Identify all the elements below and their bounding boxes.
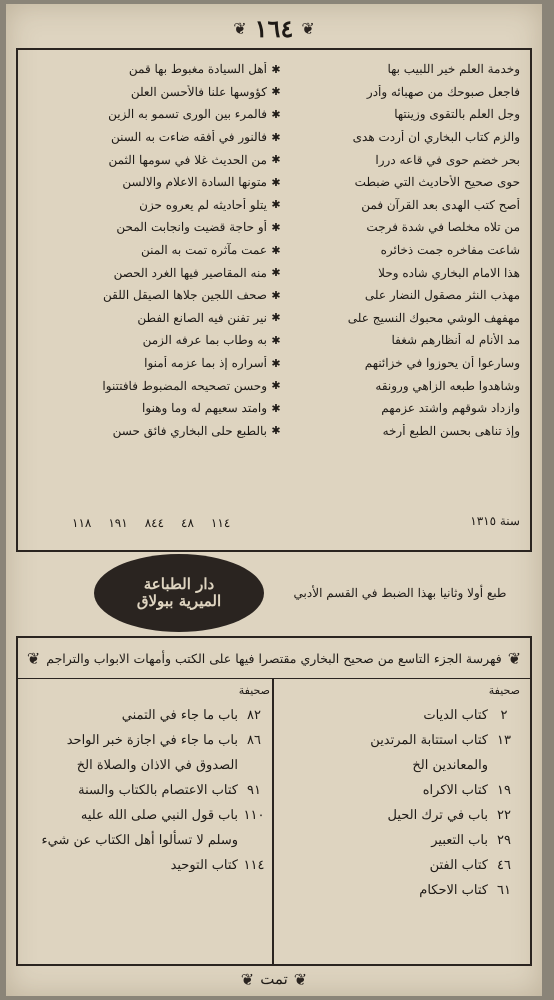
index-entry	[280, 728, 520, 753]
verse-row	[26, 261, 520, 284]
page-footer	[6, 966, 542, 992]
verse-second-hemistich: منه المقاصير فيها الغرد الحصن	[113, 265, 267, 280]
verse-second-hemistich: أهل السيادة مغبوط بها قمن	[128, 62, 267, 77]
index-entry	[280, 878, 520, 903]
star-separator-icon: ✱	[271, 130, 281, 144]
index-entry-title: كتاب الاكراه	[422, 783, 488, 798]
verse-first-hemistich: مهفهف الوشي محبوك النسيج على	[347, 310, 520, 325]
column-header: صحيفة	[488, 684, 520, 697]
index-entry	[280, 703, 520, 728]
index-entry-page: ٨٦	[247, 733, 261, 748]
verse-first-hemistich: وخدمة العلم خير اللبيب بها	[387, 62, 520, 77]
verse-first-hemistich: هذا الامام البخاري شاده وحلا	[378, 265, 520, 280]
column-header: صحيفة	[238, 684, 270, 697]
index-entry-page: ٩١	[247, 783, 261, 798]
star-separator-icon: ✱	[271, 401, 281, 415]
index-entry	[280, 778, 520, 803]
index-entry-title: كتاب استتابة المرتدين	[370, 733, 488, 748]
star-separator-icon: ✱	[271, 424, 281, 438]
verse-first-hemistich: وإذ تناهى بحسن الطبع أرخه	[382, 423, 520, 438]
verse-first-hemistich: شاعت مفاخره جمت ذخائره	[380, 243, 520, 258]
verse-row	[26, 420, 520, 443]
index-frame	[16, 636, 532, 966]
verse-row	[26, 397, 520, 420]
verse-second-hemistich: فالنور في أفقه ضاءت به السنن	[110, 130, 267, 145]
index-title	[18, 638, 530, 679]
verse-row	[26, 307, 520, 330]
verse-row	[26, 329, 520, 352]
index-title-text: فهرسة الجزء التاسع من صحيح البخاري مقتصرا فيها على الكتب وأمهات الابواب والتراجم	[46, 650, 502, 666]
verse-row	[26, 194, 520, 217]
verse-second-hemistich: أسراره إذ بما عزمه أمنوا	[144, 356, 267, 371]
index-entry-title: باب ما جاء في التمني	[121, 708, 238, 723]
verse-first-hemistich: وجل العلم بالتقوى وزينتها	[394, 107, 520, 122]
ornament-icon: ❦	[233, 18, 247, 38]
verse-first-hemistich: أصح كتب الهدى بعد القرآن فمن	[361, 197, 520, 212]
ornament-icon: ❦	[293, 969, 308, 989]
page-header	[6, 10, 542, 46]
verse-row	[26, 374, 520, 397]
chronogram-number: ١١٤	[210, 516, 231, 530]
index-entry-page: ١٩	[497, 783, 511, 798]
footer-text: تمت	[260, 970, 288, 988]
star-separator-icon: ✱	[271, 379, 281, 393]
verse-second-hemistich: وحسن تصحيحه المضبوط فافتتنوا	[102, 378, 267, 393]
star-separator-icon: ✱	[271, 62, 281, 76]
index-entry-title: كتاب الاعتصام بالكتاب والسنة	[78, 783, 238, 798]
index-entry-continuation: والمعاندين الخ	[412, 758, 488, 773]
verse-first-hemistich: وازداد شوقهم واشتد عزمهم	[381, 401, 520, 416]
ornament-icon: ❦	[301, 18, 315, 38]
verse-second-hemistich: بالطبع حلى البخاري فائق حسن	[112, 423, 267, 438]
star-separator-icon: ✱	[271, 311, 281, 325]
index-entry	[280, 803, 520, 828]
star-separator-icon: ✱	[271, 243, 281, 257]
verse-row	[26, 239, 520, 262]
star-separator-icon: ✱	[271, 175, 281, 189]
verse-row	[26, 148, 520, 171]
chronogram-numbers	[72, 516, 230, 530]
verse-second-hemistich: وامتد سعيهم له وما وهنوا	[142, 401, 267, 416]
index-entry-page: ١١٤	[243, 858, 265, 873]
ornament-icon: ❦	[507, 648, 522, 668]
chronogram-number: ١١٨	[72, 516, 92, 530]
verse-first-hemistich: من تلاه مخلصا في شدة فرجت	[366, 220, 520, 235]
verse-second-hemistich: عمت مآثره تمت به المنن	[141, 243, 267, 258]
star-separator-icon: ✱	[271, 266, 281, 280]
verse-first-hemistich: مهذب النثر مصقول النضار على	[364, 288, 520, 303]
index-entry-title: باب التعبير	[431, 833, 488, 848]
index-entry	[30, 728, 270, 753]
verse-first-hemistich: وسارعوا أن يحوزوا في خزائنهم	[364, 356, 520, 371]
verse-row	[26, 216, 520, 239]
index-entry-continuation: وسلم لا تسألوا أهل الكتاب عن شيء	[41, 833, 238, 848]
verse-first-hemistich: مد الأنام له أنظارهم شغفا	[391, 333, 520, 348]
verse-second-hemistich: يتلو أحاديثه لم يعروه حزن	[139, 197, 267, 212]
star-separator-icon: ✱	[271, 356, 281, 370]
index-entry-page: ٦١	[497, 883, 511, 898]
index-entry-page: ٨٢	[247, 708, 261, 723]
page-number: ١٦٤	[254, 13, 294, 43]
index-entry	[30, 853, 270, 878]
ornament-icon: ❦	[240, 969, 255, 989]
verse-first-hemistich: بحر خضم حوى في قاعه دررا	[375, 152, 520, 167]
star-separator-icon: ✱	[271, 220, 281, 234]
verse-first-hemistich: وشاهدوا طبعه الزاهي ورونقه	[375, 378, 520, 393]
index-entry-page: ١٣	[497, 733, 511, 748]
seal-line-2: الميرية ببولاق	[136, 592, 222, 610]
index-entry-title: باب في ترك الحيل	[387, 808, 488, 823]
index-entry-continuation: الصدوق في الاذان والصلاة الخ	[76, 758, 238, 773]
index-entry	[30, 778, 270, 803]
verse-second-hemistich: به وطاب بما عرفه الزمن	[142, 333, 267, 348]
index-entry-page: ٢	[500, 708, 508, 723]
star-separator-icon: ✱	[271, 288, 281, 302]
verse-row	[26, 81, 520, 104]
verse-row	[26, 352, 520, 375]
index-entry-page: ١١٠	[243, 808, 265, 823]
verse-second-hemistich: من الحديث غلا في سومها الثمن	[108, 152, 267, 167]
index-entry-page: ٢٢	[497, 808, 511, 823]
index-entry	[30, 703, 270, 728]
index-entry-title: كتاب الفتن	[429, 858, 488, 873]
ornament-icon: ❦	[26, 648, 41, 668]
star-separator-icon: ✱	[271, 107, 281, 121]
verse-second-hemistich: صحف اللجين جلاها الصيقل اللقن	[103, 288, 267, 303]
index-entry-page: ٢٩	[497, 833, 511, 848]
index-column-right	[280, 684, 520, 903]
index-entry-title: كتاب الاحكام	[419, 883, 488, 898]
index-entry-title: كتاب التوحيد	[170, 858, 238, 873]
index-entry	[280, 828, 520, 853]
chronogram-number: ١٩١	[108, 516, 128, 530]
book-page	[6, 4, 542, 996]
index-column-left	[30, 684, 270, 878]
printing-house-seal	[94, 554, 264, 632]
verse-second-hemistich: فالمرء بين الورى تسمو به الزين	[108, 107, 267, 122]
verse-row	[26, 171, 520, 194]
verse-second-hemistich: كؤوسها علنا فالأحسن العلن	[130, 84, 267, 99]
verse-second-hemistich: نير تفنن فيه الصانع الفطن	[137, 310, 267, 325]
star-separator-icon: ✱	[271, 198, 281, 212]
chronogram-number: ٨٤٤	[144, 516, 165, 530]
year-label: سنة ١٣١٥	[470, 514, 520, 528]
print-note: طبع أولا وثانيا بهذا الضبط في القسم الأدبي	[293, 586, 507, 600]
verse-row	[26, 58, 520, 81]
star-separator-icon: ✱	[271, 85, 281, 99]
index-entry-title: كتاب الديات	[423, 708, 488, 723]
verse-row	[26, 103, 520, 126]
star-separator-icon: ✱	[271, 333, 281, 347]
poem-verses	[26, 58, 520, 442]
verse-row	[26, 284, 520, 307]
verse-first-hemistich: حوى صحيح الأحاديث التي ضبطت	[354, 175, 520, 190]
star-separator-icon: ✱	[271, 153, 281, 167]
index-entry-title: باب ما جاء في اجازة خبر الواحد	[66, 733, 238, 748]
verse-second-hemistich: متونها السادة الاعلام والالسن	[122, 175, 267, 190]
verse-row	[26, 126, 520, 149]
index-entry-page: ٤٦	[497, 858, 511, 873]
verse-first-hemistich: والزم كتاب البخاري ان أردت هدى	[352, 130, 520, 145]
chronogram-number: ٤٨	[181, 516, 194, 530]
seal-line-1: دار الطباعة	[143, 574, 215, 593]
column-divider	[272, 678, 274, 964]
index-entry	[280, 853, 520, 878]
index-entry-title: باب قول النبي صلى الله عليه	[80, 808, 238, 823]
verse-second-hemistich: أو حاجة قضيت وانجابت المحن	[116, 220, 267, 235]
verse-first-hemistich: فاجعل صبوحك من صهبائه وأدر	[366, 84, 520, 99]
index-entry	[30, 803, 270, 828]
